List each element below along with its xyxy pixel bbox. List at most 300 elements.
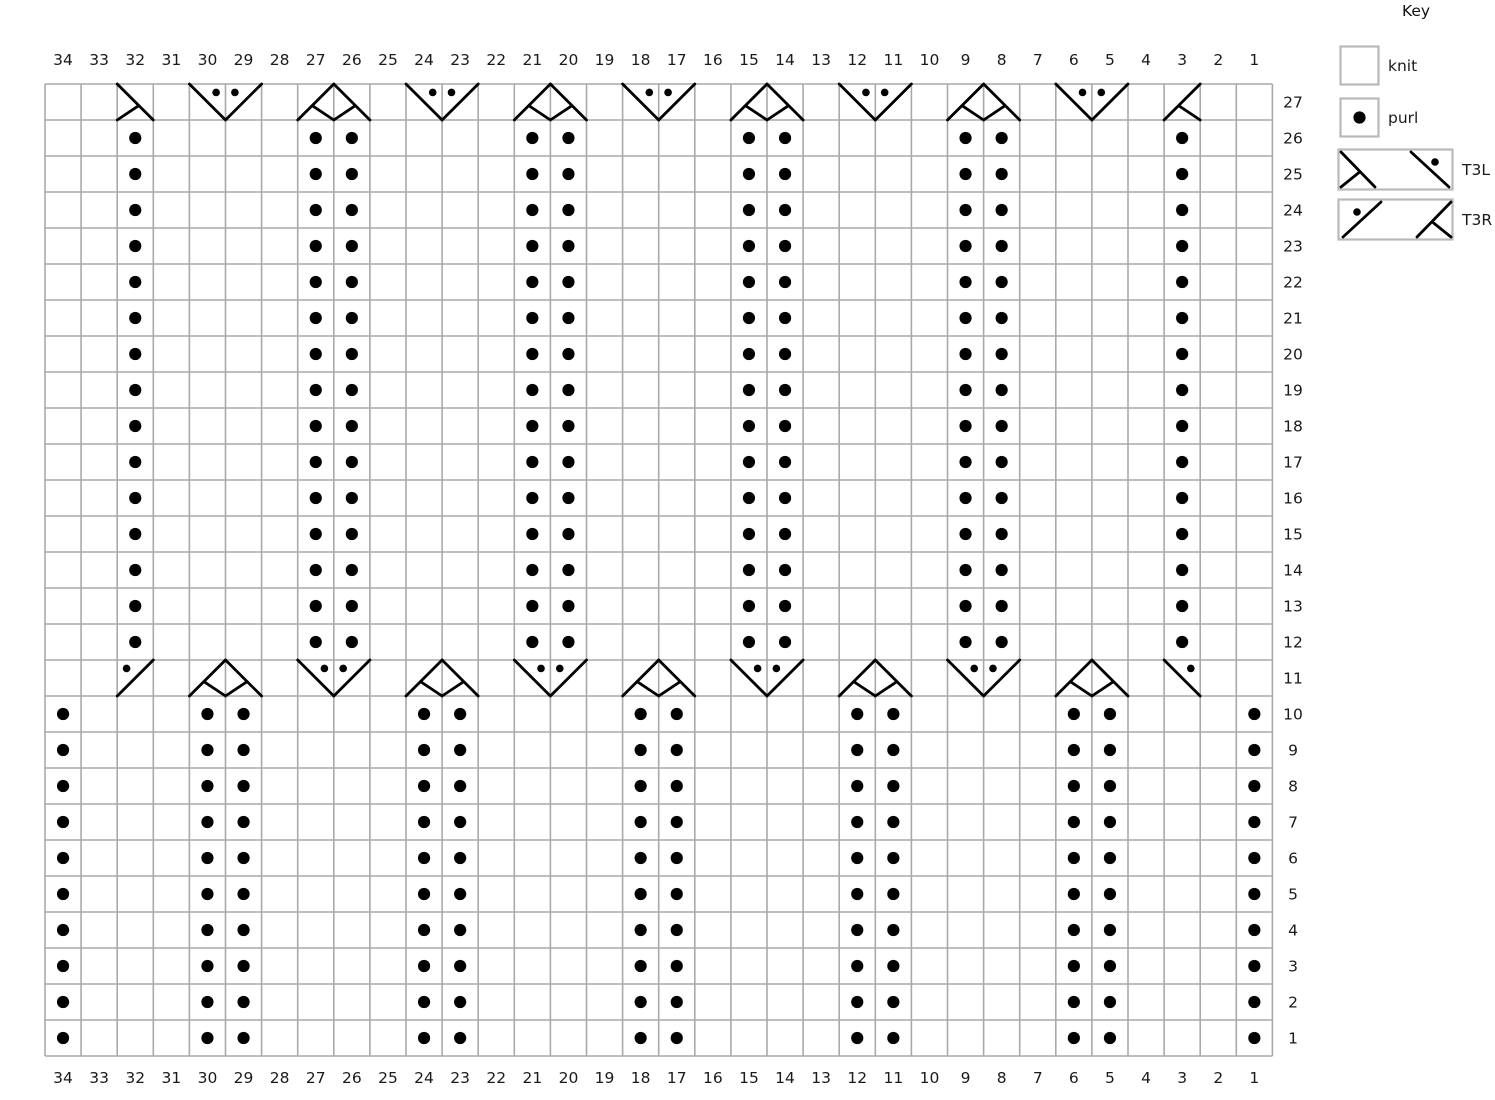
purl-dot [779,636,791,648]
purl-dot [562,420,574,432]
purl-dot [851,1032,863,1044]
column-label-bottom: 23 [450,1069,471,1087]
purl-dot [779,348,791,360]
column-label-bottom: 27 [305,1069,326,1087]
purl-dot [1248,1032,1260,1044]
column-label-top: 33 [89,51,110,69]
purl-dot [996,636,1008,648]
cable-t3r-right [623,660,659,696]
purl-dot [1248,708,1260,720]
purl-dot [671,816,683,828]
purl-dot [562,564,574,576]
purl-dot [743,384,755,396]
row-label-right: 8 [1288,777,1298,796]
row-label-right: 26 [1283,129,1303,148]
purl-dot [562,600,574,612]
purl-dot [887,852,899,864]
purl-dot [1176,276,1188,288]
purl-dot [237,816,249,828]
purl-dot [310,132,322,144]
purl-dot [671,996,683,1008]
cable-t3l-right-dot [754,665,762,673]
purl-dot [562,168,574,180]
purl-dot [1104,708,1116,720]
purl-dot [310,348,322,360]
purl-dot [959,276,971,288]
purl-dot [1068,960,1080,972]
purl-dot [1104,780,1116,792]
t3r-cable-icon [1337,198,1455,241]
purl-dot [851,744,863,756]
purl-dot [996,420,1008,432]
purl-dot [562,348,574,360]
purl-dot [310,636,322,648]
column-label-bottom: 13 [811,1069,832,1087]
column-label-top: 22 [486,51,507,69]
purl-dot [959,564,971,576]
purl-dot [743,420,755,432]
cable-t3l-right [189,84,225,120]
purl-dot [237,744,249,756]
purl-dot [779,312,791,324]
t3l-cable-icon [1337,148,1455,191]
column-label-bottom: 22 [486,1069,507,1087]
purl-dot [779,240,791,252]
purl-dot [779,132,791,144]
purl-dot [996,168,1008,180]
purl-dot [996,456,1008,468]
row-label-right: 27 [1283,93,1303,112]
purl-dot [743,492,755,504]
purl-dot [996,492,1008,504]
key-panel [1337,0,1495,260]
cable-t3r-right [406,660,442,696]
cable-t3r-left [117,660,153,696]
cable-t3l-left [117,84,153,120]
column-label-top: 24 [414,51,434,69]
column-label-top: 7 [1032,51,1043,69]
purl-dot [1176,456,1188,468]
row-label-right: 4 [1288,921,1298,940]
purl-dot [201,780,213,792]
column-label-top: 9 [960,51,971,69]
purl-dot [996,348,1008,360]
column-label-bottom: 25 [378,1069,398,1087]
purl-dot [201,924,213,936]
purl-dot [310,312,322,324]
cable-t3l-left [875,660,911,696]
cable-t3r-left [1092,84,1128,120]
cable-t3l-right-dot [537,665,545,673]
purl-dot [996,312,1008,324]
cable-t3l-right [406,84,442,120]
purl-dot [743,456,755,468]
column-label-top: 6 [1068,51,1079,69]
purl-dot [671,708,683,720]
purl-dot [959,420,971,432]
purl-dot [526,348,538,360]
column-label-top: 14 [775,51,795,69]
purl-dot [1176,528,1188,540]
row-label-right: 1 [1288,1029,1298,1048]
row-label-right: 2 [1288,993,1298,1012]
purl-dot [237,1032,249,1044]
purl-dot [1176,384,1188,396]
purl-dot [779,384,791,396]
purl-dot [743,204,755,216]
purl-dot [129,240,141,252]
key-cable-box [1339,150,1453,190]
cable-t3l-right [1164,660,1200,696]
purl-dot [454,1032,466,1044]
cable-t3l-right-dot [1079,89,1087,97]
purl-dot [996,564,1008,576]
purl-dot [526,456,538,468]
purl-dot [671,924,683,936]
purl-dot [526,600,538,612]
purl-dot [635,744,647,756]
purl-dot [1068,1032,1080,1044]
column-label-top: 4 [1141,51,1151,69]
column-label-top: 32 [125,51,146,69]
purl-dot [996,384,1008,396]
cable-t3l-right [623,84,659,120]
purl-dot [129,636,141,648]
cable-t3l-left [767,84,803,120]
key-title: Key [1401,2,1431,20]
cable-t3r-left-dot [556,665,564,673]
purl-dot [418,852,430,864]
column-label-top: 27 [305,51,326,69]
purl-dot [887,924,899,936]
column-label-bottom: 30 [197,1069,218,1087]
purl-dot [996,204,1008,216]
purl-dot [346,528,358,540]
cable-t3l-left [1092,660,1128,696]
purl-dot [635,708,647,720]
purl-dot [1104,1032,1116,1044]
purl-dot [310,384,322,396]
key-item-t3l [1337,148,1490,191]
purl-dot [310,600,322,612]
cable-t3l-right-dot [1187,665,1195,673]
cable-t3r-left-dot [448,89,456,97]
row-label-right: 9 [1288,741,1298,760]
purl-dot [671,888,683,900]
column-label-top: 20 [558,51,579,69]
column-label-bottom: 26 [341,1069,362,1087]
purl-dot [562,492,574,504]
purl-dot [1068,996,1080,1008]
purl-dot [1248,780,1260,792]
purl-dot [635,996,647,1008]
purl-dot [454,924,466,936]
purl-dot [779,204,791,216]
column-label-top: 30 [197,51,218,69]
column-label-top: 1 [1249,51,1260,69]
purl-dot [851,960,863,972]
column-label-bottom: 34 [53,1069,73,1087]
column-label-top: 23 [450,51,471,69]
purl-dot [1176,492,1188,504]
purl-dot [779,564,791,576]
cable-t3r-right [1056,660,1092,696]
key-label-t3l: T3L [1462,160,1490,179]
purl-dot [635,888,647,900]
row-label-right: 22 [1283,273,1303,292]
row-label-right: 6 [1288,849,1298,868]
purl-dot [959,312,971,324]
purl-dot [887,816,899,828]
purl-dot [418,888,430,900]
purl-dot [201,960,213,972]
cable-t3r-left-dot [339,665,347,673]
purl-dot [1248,888,1260,900]
cable-t3l-right-dot [646,89,654,97]
purl-dot [526,636,538,648]
key-label-knit: knit [1388,57,1418,75]
purl-dot [526,240,538,252]
purl-dot [346,420,358,432]
purl-dot [743,312,755,324]
column-label-bottom: 18 [630,1069,651,1087]
column-label-bottom: 29 [233,1069,254,1087]
cable-t3r-left-dot [123,665,131,673]
purl-dot [57,780,69,792]
purl-dot [346,348,358,360]
purl-dot [129,492,141,504]
purl-dot [1176,420,1188,432]
purl-dot [201,816,213,828]
cable-t3l-right [1056,84,1092,120]
purl-dot [526,204,538,216]
purl-dot [959,348,971,360]
purl-dot [201,1032,213,1044]
purl-dot [129,168,141,180]
purl-dot [1176,312,1188,324]
column-label-bottom: 24 [414,1069,434,1087]
purl-dot [779,276,791,288]
purl-dot [346,636,358,648]
purl-dot [779,528,791,540]
key-label-t3r: T3R [1462,210,1493,229]
purl-dot [562,636,574,648]
purl-dot [887,708,899,720]
purl-dot [201,888,213,900]
purl-dot [201,708,213,720]
purl-dot [346,456,358,468]
row-label-right: 24 [1283,201,1303,220]
purl-dot [526,492,538,504]
purl-dot [851,780,863,792]
cable-t3l-left [442,660,478,696]
purl-dot [418,996,430,1008]
cable-t3r-left [550,660,586,696]
purl-dot [57,744,69,756]
cable-t3r-right [514,84,550,120]
purl-dot [779,420,791,432]
row-label-right: 17 [1283,453,1303,472]
cable-t3r-left-dot [1097,89,1105,97]
column-label-top: 15 [739,51,759,69]
cable-t3l-right-dot [429,89,437,97]
purl-dot [310,456,322,468]
key-item-t3r [1337,198,1492,241]
purl-dot [1104,888,1116,900]
purl-dot [671,1032,683,1044]
purl-dot [671,780,683,792]
purl-dot [57,960,69,972]
row-label-right: 10 [1283,705,1303,724]
row-label-right: 11 [1283,669,1303,688]
key-item-purl [1339,97,1418,139]
cable-t3r-left [226,84,262,120]
purl-dot [887,888,899,900]
purl-dot [346,600,358,612]
column-label-bottom: 7 [1032,1069,1043,1087]
purl-dot [237,924,249,936]
purl-dot [562,276,574,288]
cable-t3l-left [659,660,695,696]
purl-dot [1068,744,1080,756]
cable-t3r-left-dot [664,89,672,97]
purl-dot [454,744,466,756]
purl-dot [887,996,899,1008]
purl-dot [454,708,466,720]
row-label-right: 18 [1283,417,1303,436]
cable-t3r-right [298,84,334,120]
purl-dot [1248,816,1260,828]
column-label-bottom: 15 [739,1069,759,1087]
purl-dot [1248,852,1260,864]
cable-t3l-right [839,84,875,120]
purl-dot [57,924,69,936]
purl-dot [1176,132,1188,144]
purl-dot [887,780,899,792]
cable-t3l-right [948,660,984,696]
purl-dot [418,708,430,720]
column-label-top: 17 [666,51,687,69]
purl-dot [454,852,466,864]
purl-dot [454,960,466,972]
purl-dot [743,600,755,612]
purl-dot [1068,708,1080,720]
purl-dot [851,924,863,936]
purl-dot [346,564,358,576]
purl-dot [129,384,141,396]
purl-dot [779,492,791,504]
purl-dot [57,1032,69,1044]
purl-dot [996,240,1008,252]
cable-t3l-left [226,660,262,696]
column-label-top: 8 [996,51,1007,69]
purl-dot [1176,204,1188,216]
purl-dot [201,744,213,756]
column-label-top: 5 [1105,51,1115,69]
purl-dot [743,636,755,648]
purl-dot [454,888,466,900]
purl-dot [1248,960,1260,972]
cable-t3l-left [984,84,1020,120]
purl-dot [526,564,538,576]
purl-dot [779,456,791,468]
column-label-bottom: 3 [1177,1069,1188,1087]
purl-dot [526,528,538,540]
column-label-bottom: 11 [883,1069,904,1087]
row-label-right: 15 [1283,525,1303,544]
column-label-top: 25 [378,51,398,69]
column-label-top: 10 [919,51,940,69]
purl-dot [346,492,358,504]
cable-t3r-left [334,660,370,696]
purl-dot [1176,240,1188,252]
key-cell-box [1341,47,1379,85]
purl-dot [1248,744,1260,756]
purl-dot [346,240,358,252]
purl-dot [1104,816,1116,828]
column-label-bottom: 12 [847,1069,868,1087]
purl-dot [743,348,755,360]
cable-t3r-right [1164,84,1200,120]
cable-t3l-right [298,660,334,696]
purl-dot [129,348,141,360]
purl-dot [129,456,141,468]
purl-dot [959,168,971,180]
cable-t3r-left [442,84,478,120]
column-label-bottom: 19 [594,1069,615,1087]
purl-dot [129,564,141,576]
purl-dot [959,528,971,540]
purl-dot [1104,852,1116,864]
purl-dot [346,312,358,324]
purl-dot [562,240,574,252]
row-label-right: 14 [1283,561,1303,580]
purl-dot [959,600,971,612]
purl-dot [237,960,249,972]
row-label-right: 20 [1283,345,1303,364]
purl-dot [346,276,358,288]
purl-dot [418,960,430,972]
cable-t3r-left [875,84,911,120]
cable-t3r-right [948,84,984,120]
cable-t3r-left [767,660,803,696]
column-label-top: 2 [1213,51,1224,69]
column-label-top: 19 [594,51,615,69]
purl-dot [310,528,322,540]
purl-dot [779,600,791,612]
purl-dot [851,816,863,828]
purl-dot [418,924,430,936]
purl-dot [57,816,69,828]
row-label-right: 5 [1288,885,1298,904]
purl-dot [671,744,683,756]
purl-dot [1068,924,1080,936]
column-label-bottom: 17 [666,1069,687,1087]
cable-t3r-left-dot [989,665,997,673]
purl-dot [743,564,755,576]
column-label-top: 16 [702,51,723,69]
purl-dot [1104,996,1116,1008]
purl-dot [237,996,249,1008]
purl-dot [418,816,430,828]
cable-t3l-left [334,84,370,120]
purl-dot [310,240,322,252]
cable-t3l-left [550,84,586,120]
column-label-bottom: 21 [522,1069,543,1087]
cable-t3r-left-dot [1353,208,1361,216]
purl-dot [996,528,1008,540]
purl-dot [743,528,755,540]
